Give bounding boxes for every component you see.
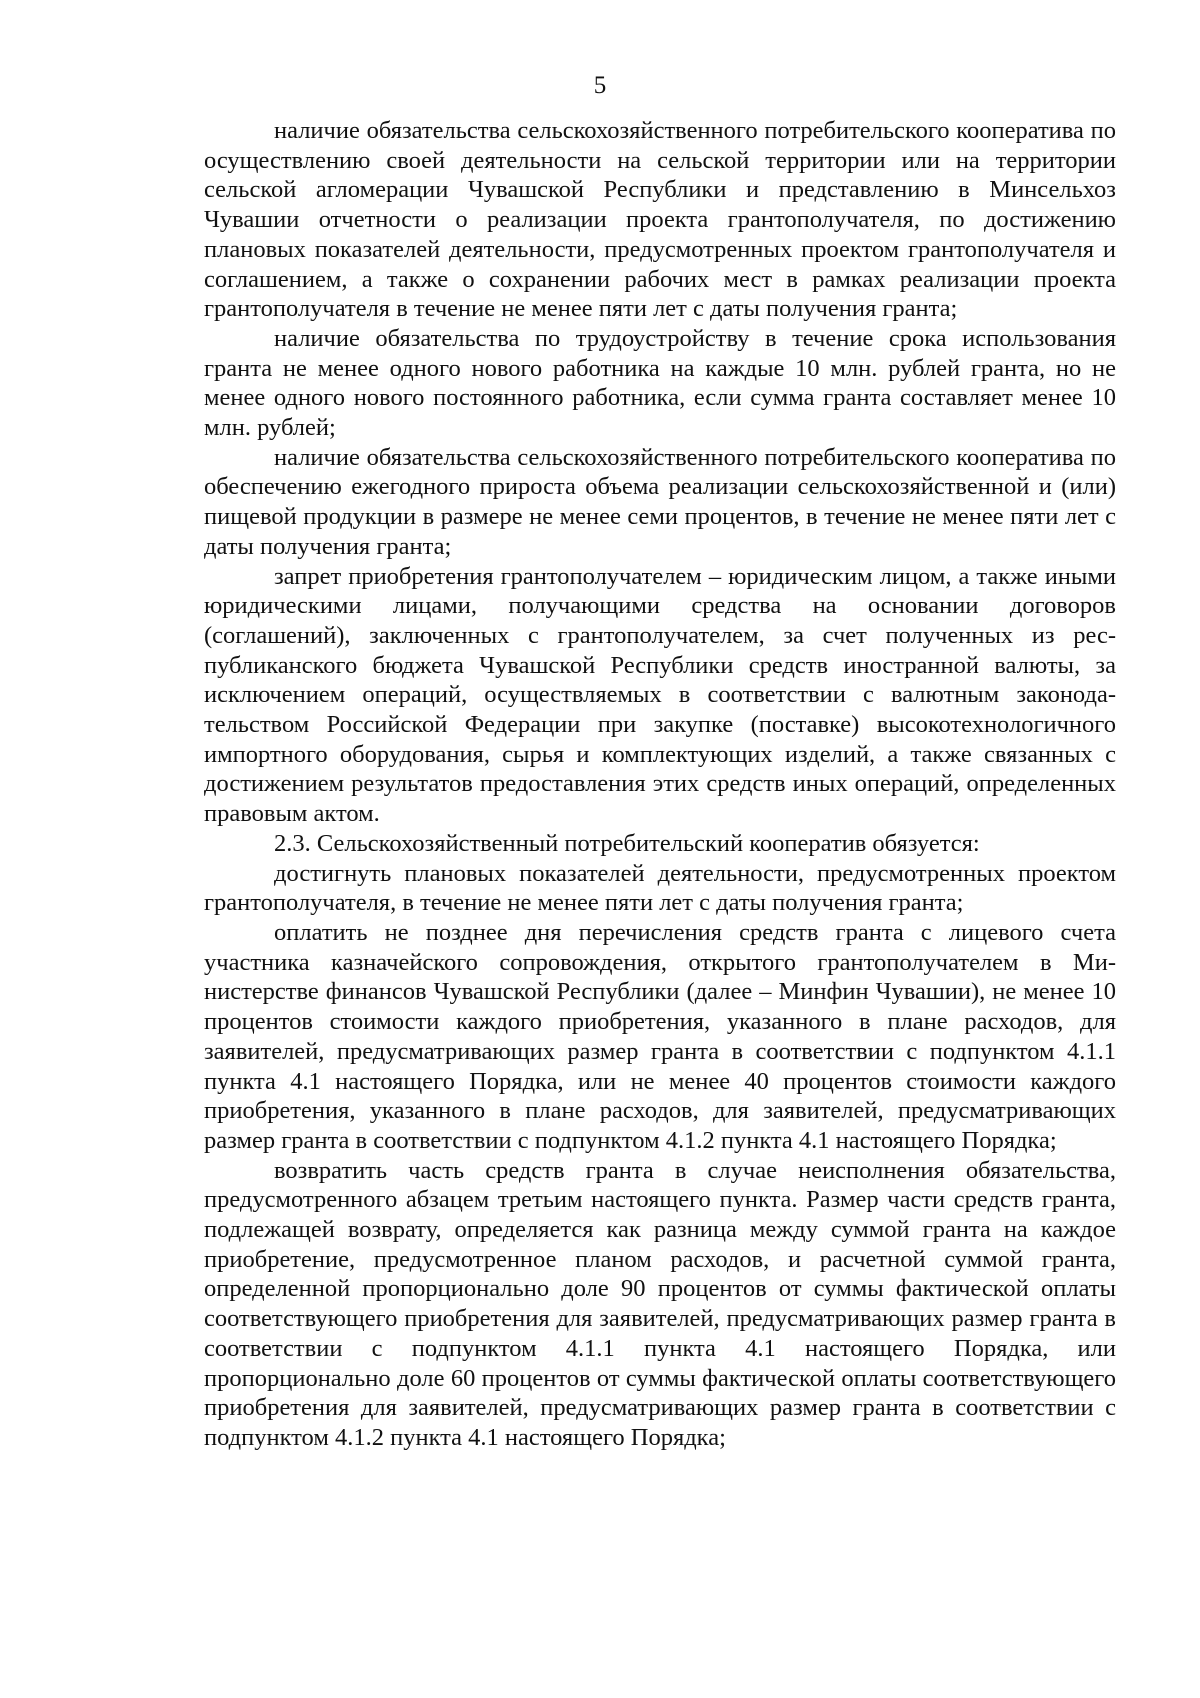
- paragraph-employment-obligation: наличие обязательства по трудоустройству в течение срока использования гранта не менее одного нового работника на каждые 10 млн. рублей гранта, но не менее одного нового постоянного работника, если сумма гранта составляет менее 10 млн. рублей;: [204, 324, 1116, 442]
- paragraph-cooperative-rural-obligation: наличие обязательства сельскохозяйственного потребительского кооператива по осуществлению своей деятельности на сельской территории или на территории сельской агломерации Чувашской Республики и представлению в Минсельхоз Чувашии отчетности о реализации проекта грантополучателя, по достижению плановых показателей деятельности, предусмотренных проектом грантополучателя и соглашением, а также о сохранении рабочих мест в рамках реализации проекта грантополучателя в течение не менее пяти лет с даты получения гранта;: [204, 117, 1116, 323]
- paragraph-section-2-3-heading: 2.3. Сельскохозяйственный потребительский кооператив обязуется:: [274, 829, 980, 857]
- page-number: 5: [593, 72, 607, 99]
- paragraph-grant-refund: возвратить часть средств гранта в случае неисполнения обязательства, предусмотренного абзацем третьим настоящего пункта. Размер части средств гранта, подлежащей возврату, определяется как разница между суммой гранта на каждое приобретение, предусмотренное планом расходов, и расчетной суммой гранта, определенной пропорционально доле 90 процентов от суммы фактической оплаты соответствующего приобретения для заявителей, предусматривающих размер гранта в соответствии с подпунктом 4.1.1 пункта 4.1 настоящего Порядка, или пропорционально доле 60 процентов от суммы фактической оплаты соответствующего приобретения для заявителей, предусматривающих размер гранта в соответствии с подпунктом 4.1.2 пункта 4.1 настоящего Порядка;: [204, 1156, 1116, 1451]
- paragraph-foreign-currency-ban: запрет приобретения грантополучателем – юридическим лицом, а также иными юридическими лицами, получающими средства на основании договоров (соглашений), заключенных с грантополучателем, за счет полученных из республиканского бюджета Чувашской Республики средств иностранной валюты, за исключением операций, осуществляемых в соответствии с валютным законодательством Российской Федерации при закупке (поставке) высокотехнологичного импортного оборудования, сырья и комплектующих изделий, а также связанных с достижением результатов предоставления этих средств иных операций, определенных правовым актом.: [204, 562, 1116, 828]
- document-body: [204, 116, 1116, 1453]
- paragraph-achieve-targets: достигнуть плановых показателей деятельности, предусмотренных проектом грантополучателя, в течение не менее пяти лет с даты получения гранта;: [204, 859, 1116, 917]
- paragraph-payment-obligation: оплатить не позднее дня перечисления средств гранта с лицевого счета участника казначейского сопровождения, открытого грантополучателем в Министерстве финансов Чувашской Республики (далее – Минфин Чувашии), не менее 10 процентов стоимости каждого приобретения, указанного в плане расходов, для заявителей, предусматривающих размер гранта в соответствии с подпунктом 4.1.1 пункта 4.1 настоящего Порядка, или не менее 40 процентов стоимости каждого приобретения, указанного в плане расходов, для заявителей, предусматривающих размер гранта в соответствии с подпунктом 4.1.2 пункта 4.1 настоящего Порядка;: [204, 918, 1116, 1154]
- paragraph-sales-growth-obligation: наличие обязательства сельскохозяйственного потребительского кооператива по обеспечению ежегодного прироста объема реализации сельскохозяйственной и (или) пищевой продукции в размере не менее семи процентов, в течение не менее пяти лет с даты получения гранта;: [204, 443, 1116, 560]
